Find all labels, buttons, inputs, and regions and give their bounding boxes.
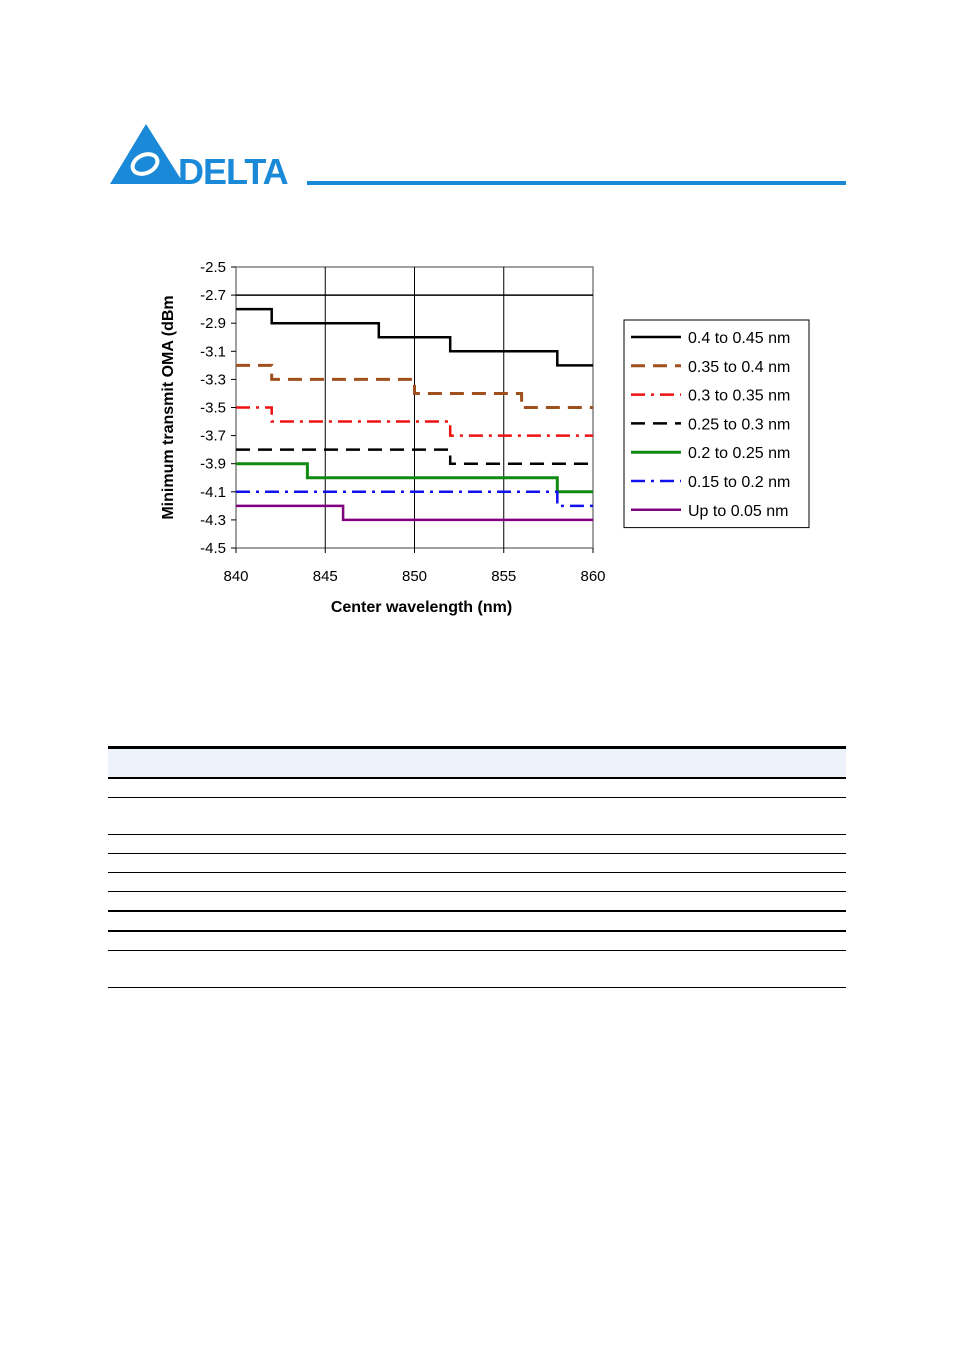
table-row — [108, 911, 846, 931]
spec-table — [108, 746, 846, 988]
legend-label: 0.25 to 0.3 nm — [688, 416, 791, 434]
y-tick-label: -2.9 — [200, 315, 226, 333]
y-tick-label: -4.5 — [200, 540, 226, 557]
table-row — [108, 951, 846, 988]
table-row — [108, 873, 846, 892]
y-tick-label: -2.5 — [200, 259, 226, 276]
y-tick-label: -3.7 — [200, 427, 226, 445]
logo-text: DELTA — [178, 151, 288, 186]
table-row — [108, 798, 846, 835]
x-tick-label: 855 — [491, 568, 517, 585]
legend-label: 0.35 to 0.4 nm — [688, 358, 791, 376]
x-tick-label: 840 — [223, 568, 249, 585]
y-axis-title: Minimum transmit OMA (dBm — [160, 295, 177, 520]
delta-logo — [108, 122, 304, 186]
legend-label: 0.15 to 0.2 nm — [688, 474, 791, 491]
y-tick-label: -4.3 — [200, 511, 226, 529]
table-row — [108, 835, 846, 854]
y-tick-label: -3.1 — [200, 343, 226, 361]
table-row — [108, 892, 846, 912]
x-tick-label: 860 — [580, 568, 606, 585]
table-header-row — [108, 748, 846, 779]
y-tick-label: -2.7 — [200, 287, 226, 305]
legend-label: Up to 0.05 nm — [688, 502, 789, 520]
legend-label: 0.4 to 0.45 nm — [688, 330, 791, 347]
table-row — [108, 778, 846, 798]
chart-canvas — [150, 250, 830, 630]
table-row — [108, 931, 846, 951]
x-tick-label: 845 — [312, 568, 338, 585]
legend-label: 0.2 to 0.25 nm — [688, 445, 791, 463]
oma-chart — [150, 250, 830, 630]
table-row — [108, 854, 846, 873]
x-tick-label: 850 — [401, 568, 428, 585]
y-tick-label: -4.1 — [200, 483, 226, 501]
page-header — [0, 0, 954, 200]
y-tick-label: -3.3 — [200, 371, 226, 389]
header-rule — [307, 181, 846, 185]
y-tick-label: -3.9 — [200, 455, 226, 473]
x-axis-title: Center wavelength (nm) — [330, 599, 513, 616]
y-tick-label: -3.5 — [200, 399, 226, 417]
legend-label: 0.3 to 0.35 nm — [688, 387, 791, 405]
